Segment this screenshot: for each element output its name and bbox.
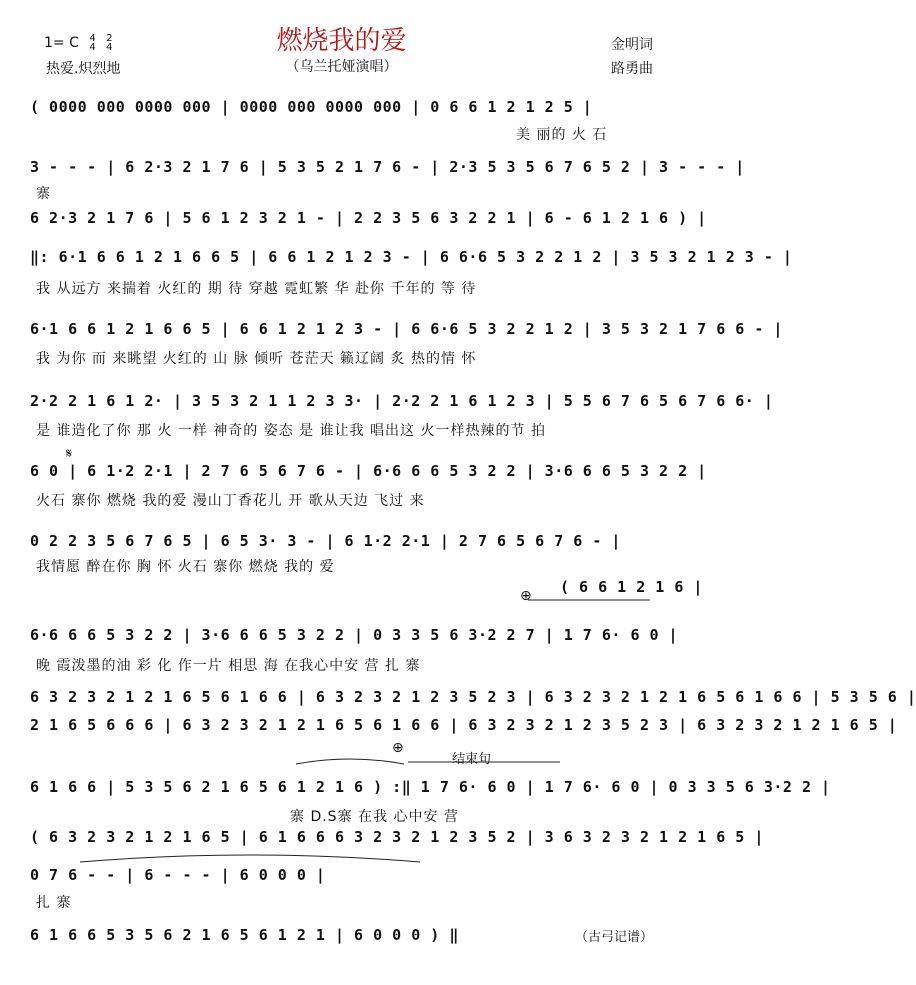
lyric-row-9: 晚 霞泼墨的油 彩 化 作一片 相思 海 在我心中安 营 扎 寨 [36,658,421,674]
lyric-row-6: 是 谁造化了你 那 火 一样 神奇的 姿态 是 谁让我 唱出这 火一样热辣的节 拍 [36,423,546,439]
song-subtitle: （乌兰托娅演唱） [285,59,398,75]
score-row-6: 2·2 2 1 6 1 2· | 3 5 3 2 1 1 2 3 3· | 2·2 2 1 6 1 2 3 | 5 5 6 7 6 5 6 7 6 6· | [30,392,774,410]
meter-a-bottom: 4 [89,42,96,53]
lyricist-credit: 金明词 [611,37,653,53]
score-row-12: 6 1 6 6 | 5 3 5 6 2 1 6 5 6 1 2 1 6 ) :‖ 1 7 6· 6 0 | 1 7 6· 6 0 | 0 3 3 5 6 3·2 2 | [30,778,831,796]
volta-line [296,759,404,764]
lyric-row-7: 火石 寨你 燃烧 我的爱 漫山丁香花儿 开 歌从天边 飞过 来 [36,493,425,509]
score-row-4: ‖: 6·1 6 6 1 2 1 6 6 5 | 6 6 1 2 1 2 3 - | 6 6·6 5 3 2 2 1 2 | 3 5 3 2 1 2 3 - | [30,248,793,266]
tie-long [80,855,420,862]
lyric-row-5: 我 为你 而 来眺望 火红的 山 脉 倾听 苍茫天 籁辽阔 炙 热的情 怀 [36,351,477,367]
score-row-2: 3 - - - | 6 2·3 2 1 7 6 | 5 3 5 2 1 7 6 - | 2·3 5 3 5 6 7 6 5 2 | 3 - - - | [30,158,745,176]
lyric-row-12: 寨 D.S寨 在我 心中安 营 [290,809,459,825]
score-row-11: 2 1 6 5 6 6 6 | 6 3 2 3 2 1 2 1 6 5 6 1 6 6 | 6 3 2 3 2 1 2 3 5 2 3 | 6 3 2 3 2 1 2 1 6 5 | [30,716,898,734]
lyric-row-8: 我情愿 醉在你 胸 怀 火石 寨你 燃烧 我的 爱 [36,559,335,575]
lyric-row-1: 美 丽的 火 石 [516,127,608,143]
coda-icon: ⊕ [520,588,532,604]
score-row-8b: ( 6 6 1 2 1 6 | [560,578,703,596]
score-row-15: 6 1 6 6 5 3 5 6 2 1 6 5 6 1 2 1 | 6 0 0 0 ) ‖ [30,926,459,944]
score-row-7: 6 0 | 6 1·2 2·1 | 2 7 6 5 6 7 6 - | 6·6 6 6 5 3 2 2 | 3·6 6 6 5 3 2 2 | [30,462,707,480]
score-row-13: ( 6 3 2 3 2 1 2 1 6 5 | 6 1 6 6 6 3 2 3 2 1 2 3 5 2 | 3 6 3 2 3 2 1 2 1 6 5 | [30,828,764,846]
meter-b-top: 2 [106,33,113,44]
lyric-row-2: 寨 [36,186,51,202]
composer-credit: 路勇曲 [611,61,653,77]
transcriber-credit: （古弓记谱） [574,930,653,945]
score-row-10: 6 3 2 3 2 1 2 1 6 5 6 1 6 6 | 6 3 2 3 2 1 2 3 5 2 3 | 6 3 2 3 2 1 2 1 6 5 6 1 6 6 | 5 3 5 6 | [30,688,916,706]
meter-a-top: 4 [89,33,96,44]
coda-icon-2: ⊕ [392,740,404,756]
performance-direction: 热爱.炽烈地 [46,61,121,77]
lyric-row-14: 扎 寨 [36,895,72,911]
score-row-1: ( 0000 000 0000 000 | 0000 000 0000 000 | 0 6 6 1 2 1 2 5 | [30,98,593,116]
key-label: 1= C [44,35,79,51]
score-row-9: 6·6 6 6 5 3 2 2 | 3·6 6 6 5 3 2 2 | 0 3 3 5 6 3·2 2 7 | 1 7 6· 6 0 | [30,626,679,644]
segno-icon: 𝄋 [66,446,73,462]
score-row-14: 0 7 6 - - | 6 - - - | 6 0 0 0 | [30,866,326,884]
coda-label: 结束句 [452,752,492,767]
meter-b-bottom: 4 [106,42,113,53]
score-row-3: 6 2·3 2 1 7 6 | 5 6 1 2 3 2 1 - | 2 2 3 5 6 3 2 2 1 | 6 - 6 1 2 1 6 ) | [30,209,707,227]
score-row-5: 6·1 6 6 1 2 1 6 6 5 | 6 6 1 2 1 2 3 - | 6 6·6 5 3 2 2 1 2 | 3 5 3 2 1 7 6 6 - | [30,320,783,338]
lyric-row-4: 我 从远方 来揣着 火红的 期 待 穿越 霓虹繁 华 赴你 千年的 等 待 [36,281,477,297]
score-row-8: 0 2 2 3 5 6 7 6 5 | 6 5 3· 3 - | 6 1·2 2·1 | 2 7 6 5 6 7 6 - | [30,532,621,550]
song-title: 燃烧我的爱 [276,26,407,56]
